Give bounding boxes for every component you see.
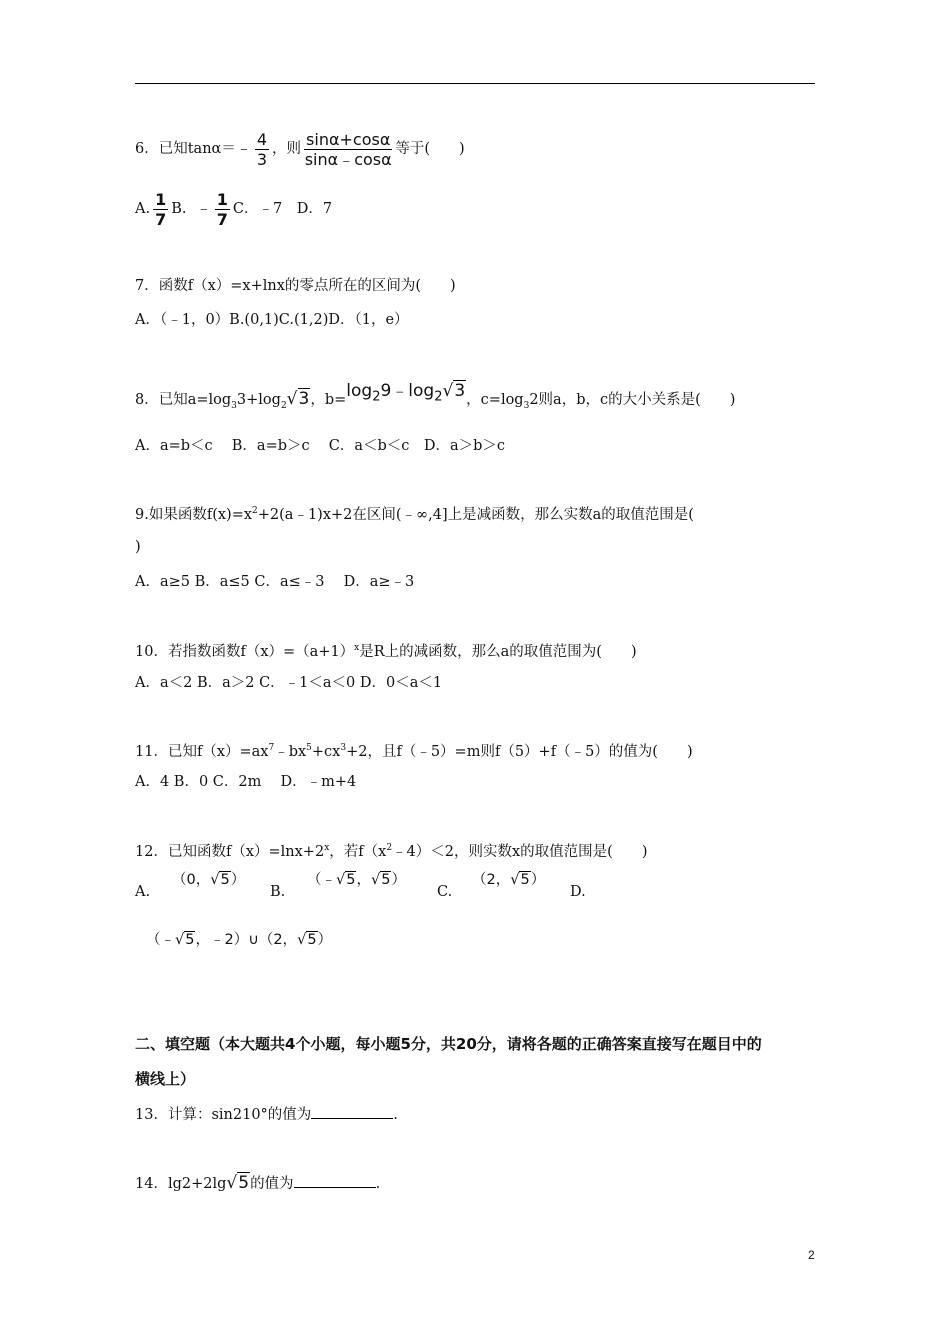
- q12-d-sqrt1: √5: [175, 932, 195, 948]
- q12-option-c-formula: [472, 868, 545, 889]
- q10-text-b: 是R上的减函数，那么a的取值范围为( ): [359, 643, 637, 660]
- q12-a-sqrt: √5: [210, 872, 230, 888]
- q8-text-c: ，b=: [310, 392, 347, 408]
- q12-d-part1: （﹣: [146, 932, 175, 948]
- question-8-options: A．a=b＜c B．a=b＞c C．a＜b＜c D．a＞b＞c: [135, 438, 506, 454]
- q14-end: .: [375, 1176, 381, 1192]
- q10-text-a: 10．若指数函数f（x）=（a+1）: [135, 643, 355, 660]
- question-10-options: A．a＜2 B．a＞2 C．﹣1＜a＜0 D．0＜a＜1: [135, 675, 443, 691]
- q12-d-radicand2: 5: [307, 932, 317, 948]
- q8-sqrt-3: √3: [286, 389, 310, 409]
- question-6: [135, 126, 465, 170]
- q8-suffix: 2则a，b，c的大小关系是( ): [529, 392, 736, 408]
- question-13: [135, 1104, 398, 1125]
- q6-option-b-num: 1: [216, 189, 228, 209]
- question-6-options: [135, 186, 332, 230]
- q12-a-part1: （0，: [172, 872, 211, 888]
- q12-b-sqrt2: √5: [370, 872, 391, 888]
- q6-option-b-fraction: [215, 190, 230, 229]
- q12-text-b: ，若f（x: [329, 843, 387, 860]
- question-9-options: A．a≥5 B．a≤5 C．a≤﹣3 D．a≥﹣3: [135, 574, 415, 590]
- q14-radicand: 5: [238, 1173, 250, 1193]
- header-rule: [135, 83, 815, 84]
- page-number: 2: [808, 1248, 815, 1262]
- q6-frac1-numerator: 4: [256, 129, 268, 149]
- q10-sup: x: [354, 643, 360, 653]
- q11-sup2: 5: [306, 743, 312, 753]
- q12-option-d-label: D.: [570, 884, 586, 900]
- q14-prefix: 14．lg2+2lg: [135, 1176, 227, 1192]
- question-10: [135, 638, 637, 662]
- question-8: [135, 381, 736, 414]
- q6-option-b-den: 7: [216, 209, 228, 229]
- q6-suffix: 等于( ): [395, 141, 465, 157]
- q8-text-d: ，c=log: [466, 392, 524, 408]
- q12-b-part1: （﹣: [307, 872, 336, 888]
- q12-c-radicand: 5: [520, 872, 530, 888]
- q14-sqrt-5: √5: [226, 1173, 250, 1193]
- question-12: [135, 838, 648, 862]
- q12-c-part2: ）: [530, 872, 546, 888]
- question-11-options: A．4 B．0 C．2m D．﹣m+4: [135, 774, 357, 790]
- q12-option-a-formula: [172, 868, 245, 889]
- q6-option-a-label: A.: [135, 201, 151, 217]
- q6-prefix: 6．已知tanα＝: [135, 141, 236, 157]
- q8-b-sub2: 2: [434, 389, 443, 405]
- q8-b-mid: 9﹣log: [380, 381, 435, 401]
- question-11: [135, 738, 693, 762]
- q12-sup1: x: [324, 843, 330, 853]
- q12-option-a-label: A.: [135, 884, 151, 900]
- q8-text-b: 3+log: [236, 392, 281, 408]
- q12-a-part2: ）: [230, 872, 246, 888]
- q8-sub2: 2: [280, 400, 287, 411]
- q14-answer-blank[interactable]: [294, 1173, 376, 1188]
- q12-b-part2: ，: [356, 872, 371, 888]
- q14-suffix: 的值为: [250, 1176, 294, 1192]
- q8-b-log1: log: [346, 381, 373, 401]
- q6-option-a-num: 1: [155, 189, 167, 209]
- section-2-heading-line2: 横线上）: [135, 1070, 196, 1088]
- q8-b-sqrt: √3: [442, 381, 466, 401]
- q6-mid: ，则: [272, 141, 302, 157]
- q12-b-radicand2: 5: [381, 872, 391, 888]
- q6-option-a-fraction: [153, 190, 168, 229]
- q8-text-a: 8．已知a=log: [135, 392, 232, 408]
- q11-text-a: 11．已知f（x）=ax: [135, 743, 269, 760]
- q6-frac2-denominator: sinα﹣cosα: [304, 149, 392, 169]
- q8-b-sub1: 2: [372, 389, 381, 405]
- q12-option-c-label: C.: [437, 884, 453, 900]
- section-2-heading-line1: 二、填空题（本大题共4个小题，每小题5分，共20分，请将各题的正确答案直接写在题目中的: [135, 1035, 762, 1053]
- q11-text-c: +cx: [311, 743, 341, 760]
- q8-b-formula: [346, 376, 466, 412]
- q8-sub1: 3: [231, 400, 237, 411]
- question-9-continuation: ): [135, 539, 141, 555]
- q12-d-part3: ）: [317, 932, 333, 948]
- question-7: 7．函数f（x）=x+lnx的零点所在的区间为( ): [135, 278, 456, 294]
- q9-text-b: +2(a﹣1)x+2在区间(﹣∞,4]上是减函数，那么实数a的取值范围是(: [257, 506, 694, 523]
- q8-sqrt-radicand: 3: [298, 389, 310, 409]
- q12-b-part3: ）: [391, 872, 406, 888]
- q11-sup1: 7: [268, 743, 275, 753]
- q12-sup2: 2: [386, 843, 393, 853]
- q12-d-sqrt2: √5: [297, 932, 317, 948]
- q12-option-b-formula: [307, 868, 406, 889]
- question-14: [135, 1170, 380, 1196]
- q9-text-a: 9.如果函数f(x)=x: [135, 506, 253, 523]
- q12-a-radicand: 5: [220, 872, 230, 888]
- q12-text-c: ﹣4）＜2，则实数x的取值范围是( ): [392, 843, 648, 860]
- q11-text-b: ﹣bx: [274, 743, 307, 760]
- q11-sup3: 3: [340, 743, 347, 753]
- q12-d-radicand1: 5: [185, 932, 195, 948]
- q8-b-sqrt-radicand: 3: [454, 381, 466, 401]
- q9-sup: 2: [252, 506, 258, 516]
- q6-option-b-sign: ﹣: [195, 198, 212, 217]
- q6-frac2-numerator: sinα+cosα: [306, 129, 391, 149]
- q6-fraction-trig: [304, 130, 392, 169]
- q6-options-cd: C．﹣7 D．7: [232, 201, 333, 217]
- q6-option-b-label: B.: [171, 201, 187, 217]
- q12-b-sqrt1: √5: [336, 872, 356, 888]
- q12-c-sqrt: √5: [510, 872, 530, 888]
- q12-b-radicand1: 5: [346, 872, 356, 888]
- q13-end: .: [393, 1107, 398, 1123]
- q13-answer-blank[interactable]: [311, 1104, 393, 1119]
- q13-stem: 13．计算：sin210°的值为: [135, 1107, 312, 1123]
- q6-neg-sign: ﹣: [235, 138, 252, 157]
- q12-c-part1: （2，: [472, 872, 511, 888]
- q12-text-a: 12．已知函数f（x）=lnx+2: [135, 843, 325, 860]
- q6-frac1-denominator: 3: [256, 149, 268, 169]
- q11-text-d: +2，且f（﹣5）=m则f（5）+f（﹣5）的值为( ): [346, 743, 693, 760]
- q8-sub3: 3: [523, 400, 530, 411]
- q12-d-part2: ，﹣2）∪（2，: [195, 932, 298, 948]
- question-9: [135, 501, 694, 525]
- q12-option-d-formula: [146, 928, 332, 949]
- question-7-options: A．（﹣1，0）B.(0,1)C.(1,2)D．（1，e）: [135, 312, 409, 328]
- q6-option-a-den: 7: [155, 209, 167, 229]
- q6-fraction-tan: [255, 130, 269, 169]
- q12-option-b-label: B.: [270, 884, 286, 900]
